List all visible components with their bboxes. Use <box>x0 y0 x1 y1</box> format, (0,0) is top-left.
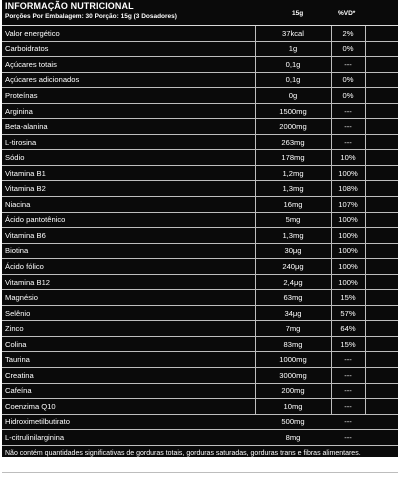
nutrient-daily-value: --- <box>344 106 352 116</box>
nutrient-quantity: 34μg <box>284 308 302 318</box>
column-divider <box>255 26 256 415</box>
table-row <box>2 42 398 58</box>
nutrient-name: Vitamina B2 <box>5 184 46 194</box>
table-row <box>2 26 398 42</box>
table-row <box>2 415 398 431</box>
nutrient-quantity: 2000mg <box>279 122 307 132</box>
nutrient-name: Sódio <box>5 153 25 163</box>
nutrient-name: L-tirosina <box>5 137 37 147</box>
table-row <box>2 197 398 213</box>
column-divider <box>331 26 332 415</box>
nutrient-quantity: 240μg <box>282 261 304 271</box>
nutrient-quantity: 263mg <box>281 137 305 147</box>
nutrient-name: Proteínas <box>5 90 38 100</box>
nutrient-name: Coenzima Q10 <box>5 401 56 411</box>
table-row <box>2 57 398 73</box>
table-row <box>2 73 398 89</box>
table-row <box>2 181 398 197</box>
nutrient-daily-value: --- <box>344 432 352 442</box>
nutrient-daily-value: --- <box>344 137 352 147</box>
serving-info: Porções Por Embalagem: 30 Porção: 15g (3 Dosadores) <box>5 13 177 20</box>
nutrient-daily-value: 64% <box>340 324 356 334</box>
nutrient-name: Vitamina B1 <box>5 168 46 178</box>
nutrient-daily-value: --- <box>344 355 352 365</box>
nutrient-quantity: 200mg <box>281 386 305 396</box>
nutrient-daily-value: 107% <box>338 199 358 209</box>
footnote-daily-values: *Percentual de valores diários fornecidos pela porção. <box>5 477 173 485</box>
nutrient-quantity: 30μg <box>284 246 302 256</box>
nutrient-quantity: 178mg <box>281 153 305 163</box>
label-title: INFORMAÇÃO NUTRICIONAL <box>5 1 134 11</box>
nutrient-daily-value: 100% <box>338 277 358 287</box>
nutrient-name: L-citrulinilarginina <box>5 432 65 442</box>
nutrient-daily-value: 2% <box>342 28 354 38</box>
nutrient-quantity: 3000mg <box>279 370 307 380</box>
nutrient-name: Valor energético <box>5 28 60 38</box>
table-row <box>2 228 398 244</box>
nutrient-quantity: 1,3mg <box>282 230 304 240</box>
nutrient-daily-value: --- <box>344 401 352 411</box>
nutrient-name: Niacina <box>5 199 31 209</box>
table-row <box>2 88 398 104</box>
nutrient-quantity: 1500mg <box>279 106 307 116</box>
nutrient-daily-value: --- <box>344 370 352 380</box>
nutrient-quantity: 8mg <box>285 432 301 442</box>
table-row <box>2 259 398 275</box>
table-row <box>2 368 398 384</box>
nutrient-name: Carboidratos <box>5 44 49 54</box>
table-row <box>2 104 398 120</box>
nutrient-quantity: 1g <box>288 44 298 54</box>
column-header-quantity: 15g <box>292 10 304 17</box>
nutrient-name: Creatina <box>5 370 34 380</box>
table-row <box>2 244 398 260</box>
nutrient-name: Beta-alanina <box>5 122 48 132</box>
nutrient-name: Taurina <box>5 355 30 365</box>
nutrient-daily-value: 0% <box>342 75 354 85</box>
table-row <box>2 399 398 415</box>
nutrient-daily-value: 57% <box>340 308 356 318</box>
nutrient-quantity: 83mg <box>283 339 303 349</box>
nutrient-quantity: 16mg <box>283 199 303 209</box>
footnotes <box>2 446 398 487</box>
nutrient-quantity: 1,3mg <box>282 184 304 194</box>
nutrient-name: Arginina <box>5 106 33 116</box>
table-row <box>2 166 398 182</box>
table-row <box>2 337 398 353</box>
nutrient-daily-value: --- <box>344 386 352 396</box>
table-row <box>2 213 398 229</box>
column-divider <box>365 26 366 415</box>
nutrient-daily-value: 15% <box>340 339 356 349</box>
nutrient-quantity: 5mg <box>285 215 301 225</box>
nutrient-daily-value: 0% <box>342 90 354 100</box>
nutrient-name: Zinco <box>5 324 24 334</box>
nutrient-table <box>2 26 398 446</box>
nutrient-name: Açúcares totais <box>5 59 57 69</box>
nutrient-name: Vitamina B6 <box>5 230 46 240</box>
nutrient-quantity: 7mg <box>285 324 301 334</box>
nutrient-daily-value: 0% <box>342 44 354 54</box>
nutrient-name: Selênio <box>5 308 31 318</box>
nutrient-quantity: 0,1g <box>285 75 301 85</box>
nutrient-quantity: 0g <box>288 90 298 100</box>
nutrient-quantity: 37kcal <box>282 28 304 38</box>
nutrient-daily-value: 10% <box>340 153 356 163</box>
nutrient-name: Cafeína <box>5 386 32 396</box>
table-row <box>2 430 398 446</box>
nutrient-daily-value: 100% <box>338 168 358 178</box>
nutrition-facts-label <box>2 0 398 485</box>
nutrient-quantity: 10mg <box>283 401 303 411</box>
table-row <box>2 275 398 291</box>
nutrient-name: Colina <box>5 339 27 349</box>
nutrient-daily-value: 108% <box>338 184 358 194</box>
nutrient-name: Biotina <box>5 246 29 256</box>
nutrient-name: Açúcares adicionados <box>5 75 80 85</box>
nutrient-daily-value: 100% <box>338 230 358 240</box>
nutrient-daily-value: --- <box>344 122 352 132</box>
table-row <box>2 119 398 135</box>
nutrient-quantity: 1000mg <box>279 355 307 365</box>
nutrient-name: Ácido fólico <box>5 261 44 271</box>
footnote-not-significant: Não contém quantidades significativas de gorduras totais, gorduras saturadas, gorduras trans e fibras alimentares. <box>2 446 398 473</box>
table-row <box>2 290 398 306</box>
nutrient-daily-value: 100% <box>338 215 358 225</box>
nutrient-daily-value: 100% <box>338 261 358 271</box>
nutrient-name: Ácido pantotênico <box>5 215 66 225</box>
nutrient-quantity: 500mg <box>281 417 305 427</box>
nutrient-quantity: 2,4μg <box>283 277 303 287</box>
table-row <box>2 135 398 151</box>
nutrient-daily-value: 15% <box>340 293 356 303</box>
nutrient-daily-value: --- <box>344 417 352 427</box>
table-row <box>2 321 398 337</box>
nutrient-daily-value: 100% <box>338 246 358 256</box>
nutrient-quantity: 63mg <box>283 293 303 303</box>
table-row <box>2 352 398 368</box>
nutrient-quantity: 1,2mg <box>282 168 304 178</box>
label-header <box>2 0 398 26</box>
nutrient-name: Magnésio <box>5 293 38 303</box>
nutrient-daily-value: --- <box>344 59 352 69</box>
nutrient-name: Vitamina B12 <box>5 277 51 287</box>
nutrient-quantity: 0,1g <box>285 59 301 69</box>
table-row <box>2 384 398 400</box>
table-row <box>2 150 398 166</box>
table-row <box>2 306 398 322</box>
column-header-daily-value: %VD* <box>338 10 356 17</box>
nutrient-name: Hidroximetilbutirato <box>5 417 70 427</box>
